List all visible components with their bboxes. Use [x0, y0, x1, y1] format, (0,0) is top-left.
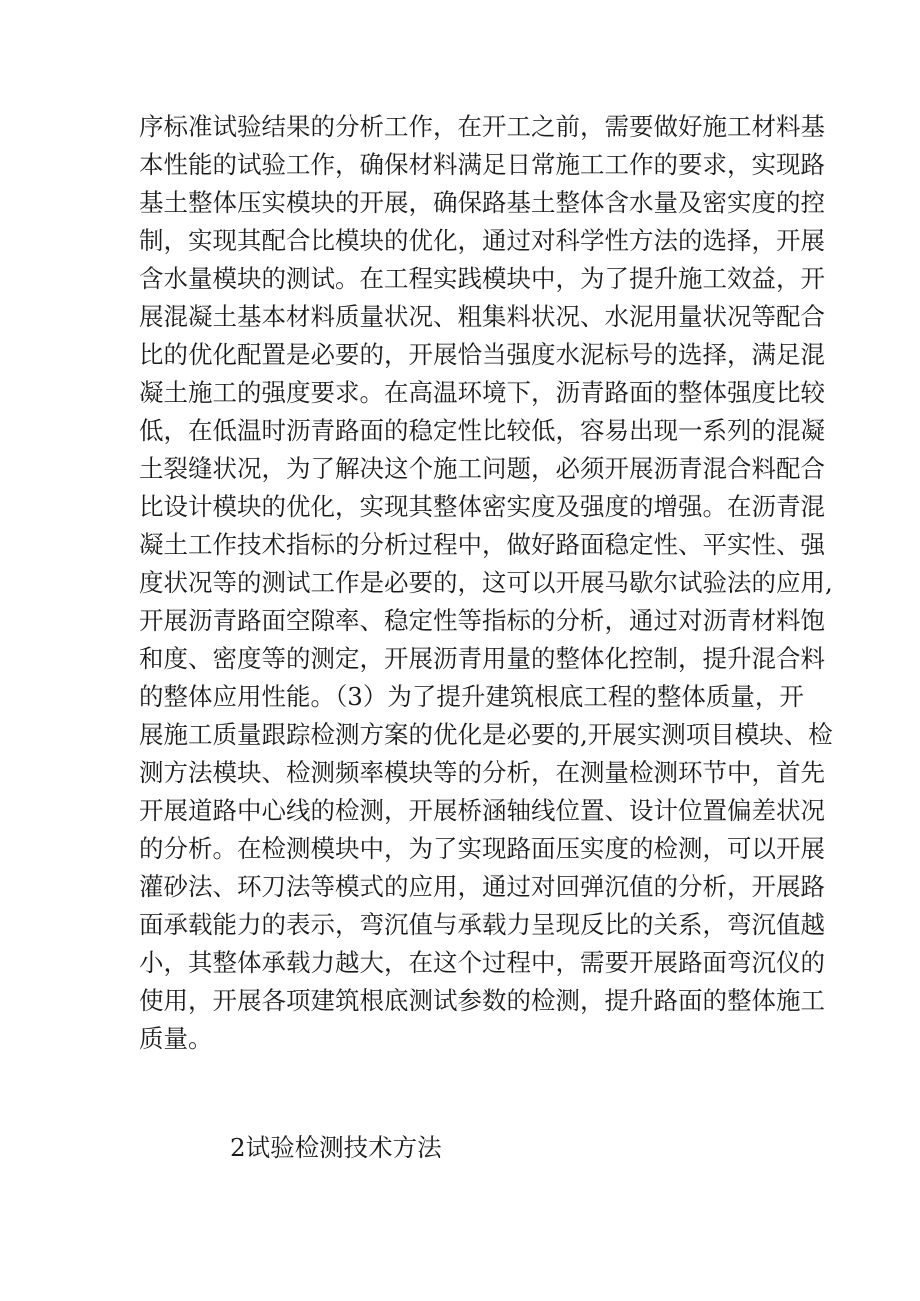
paragraph-line: 含水量模块的测试。在工程实践模块中，为了提升施工效益，开	[139, 264, 825, 293]
paragraph-line: 低，在低温时沥青路面的稳定性比较低，容易出现一系列的混凝	[139, 416, 825, 445]
paragraph-line: 序标准试验结果的分析工作，在开工之前，需要做好施工材料基	[139, 112, 825, 141]
paragraph-line: 基土整体压实模块的开展，确保路基土整体含水量及密实度的控	[139, 188, 825, 217]
paragraph-line: 小，其整体承载力越大，在这个过程中，需要开展路面弯沉仪的	[139, 948, 825, 977]
paragraph-line: 使用，开展各项建筑根底测试参数的检测，提升路面的整体施工	[139, 986, 825, 1015]
paragraph-line: 本性能的试验工作，确保材料满足日常施工工作的要求，实现路	[139, 150, 825, 179]
paragraph-line: 度状况等的测试工作是必要的，这可以开展马歇尔试验法的应用,	[139, 568, 833, 597]
paragraph-line: 凝土工作技术指标的分析过程中，做好路面稳定性、平实性、强	[139, 530, 825, 559]
paragraph-line: 测方法模块、检测频率模块等的分析，在测量检测环节中，首先	[139, 758, 825, 787]
paragraph-line: 凝土施工的强度要求。在高温环境下，沥青路面的整体强度比较	[139, 378, 825, 407]
paragraph-line: 比的优化配置是必要的，开展恰当强度水泥标号的选择，满足混	[139, 340, 825, 369]
section-heading: 2试验检测技术方法	[230, 1133, 442, 1162]
paragraph-line: 比设计模块的优化，实现其整体密实度及强度的增强。在沥青混	[139, 492, 825, 521]
paragraph-line: 灌砂法、环刀法等模式的应用，通过对回弹沉值的分析，开展路	[139, 872, 825, 901]
paragraph-line: 展施工质量跟踪检测方案的优化是必要的,开展实测项目模块、检	[139, 720, 833, 749]
paragraph-line: 和度、密度等的测定，开展沥青用量的整体化控制，提升混合料	[139, 644, 825, 673]
paragraph-line: 土裂缝状况，为了解决这个施工问题，必须开展沥青混合料配合	[139, 454, 825, 483]
paragraph-line: 展混凝土基本材料质量状况、粗集料状况、水泥用量状况等配合	[139, 302, 825, 331]
paragraph-line: 面承载能力的表示，弯沉值与承载力呈现反比的关系，弯沉值越	[139, 910, 825, 939]
paragraph-line: 制，实现其配合比模块的优化，通过对科学性方法的选择，开展	[139, 226, 825, 255]
paragraph-line: 开展沥青路面空隙率、稳定性等指标的分析，通过对沥青材料饱	[139, 606, 825, 635]
paragraph-line: 的整体应用性能。（3）为了提升建筑根底工程的整体质量，开	[139, 682, 804, 711]
body-paragraph	[139, 108, 833, 1058]
paragraph-line: 的分析。在检测模块中，为了实现路面压实度的检测，可以开展	[139, 834, 825, 863]
paragraph-line: 开展道路中心线的检测，开展桥涵轴线位置、设计位置偏差状况	[139, 796, 825, 825]
paragraph-line: 质量。	[139, 1024, 213, 1053]
